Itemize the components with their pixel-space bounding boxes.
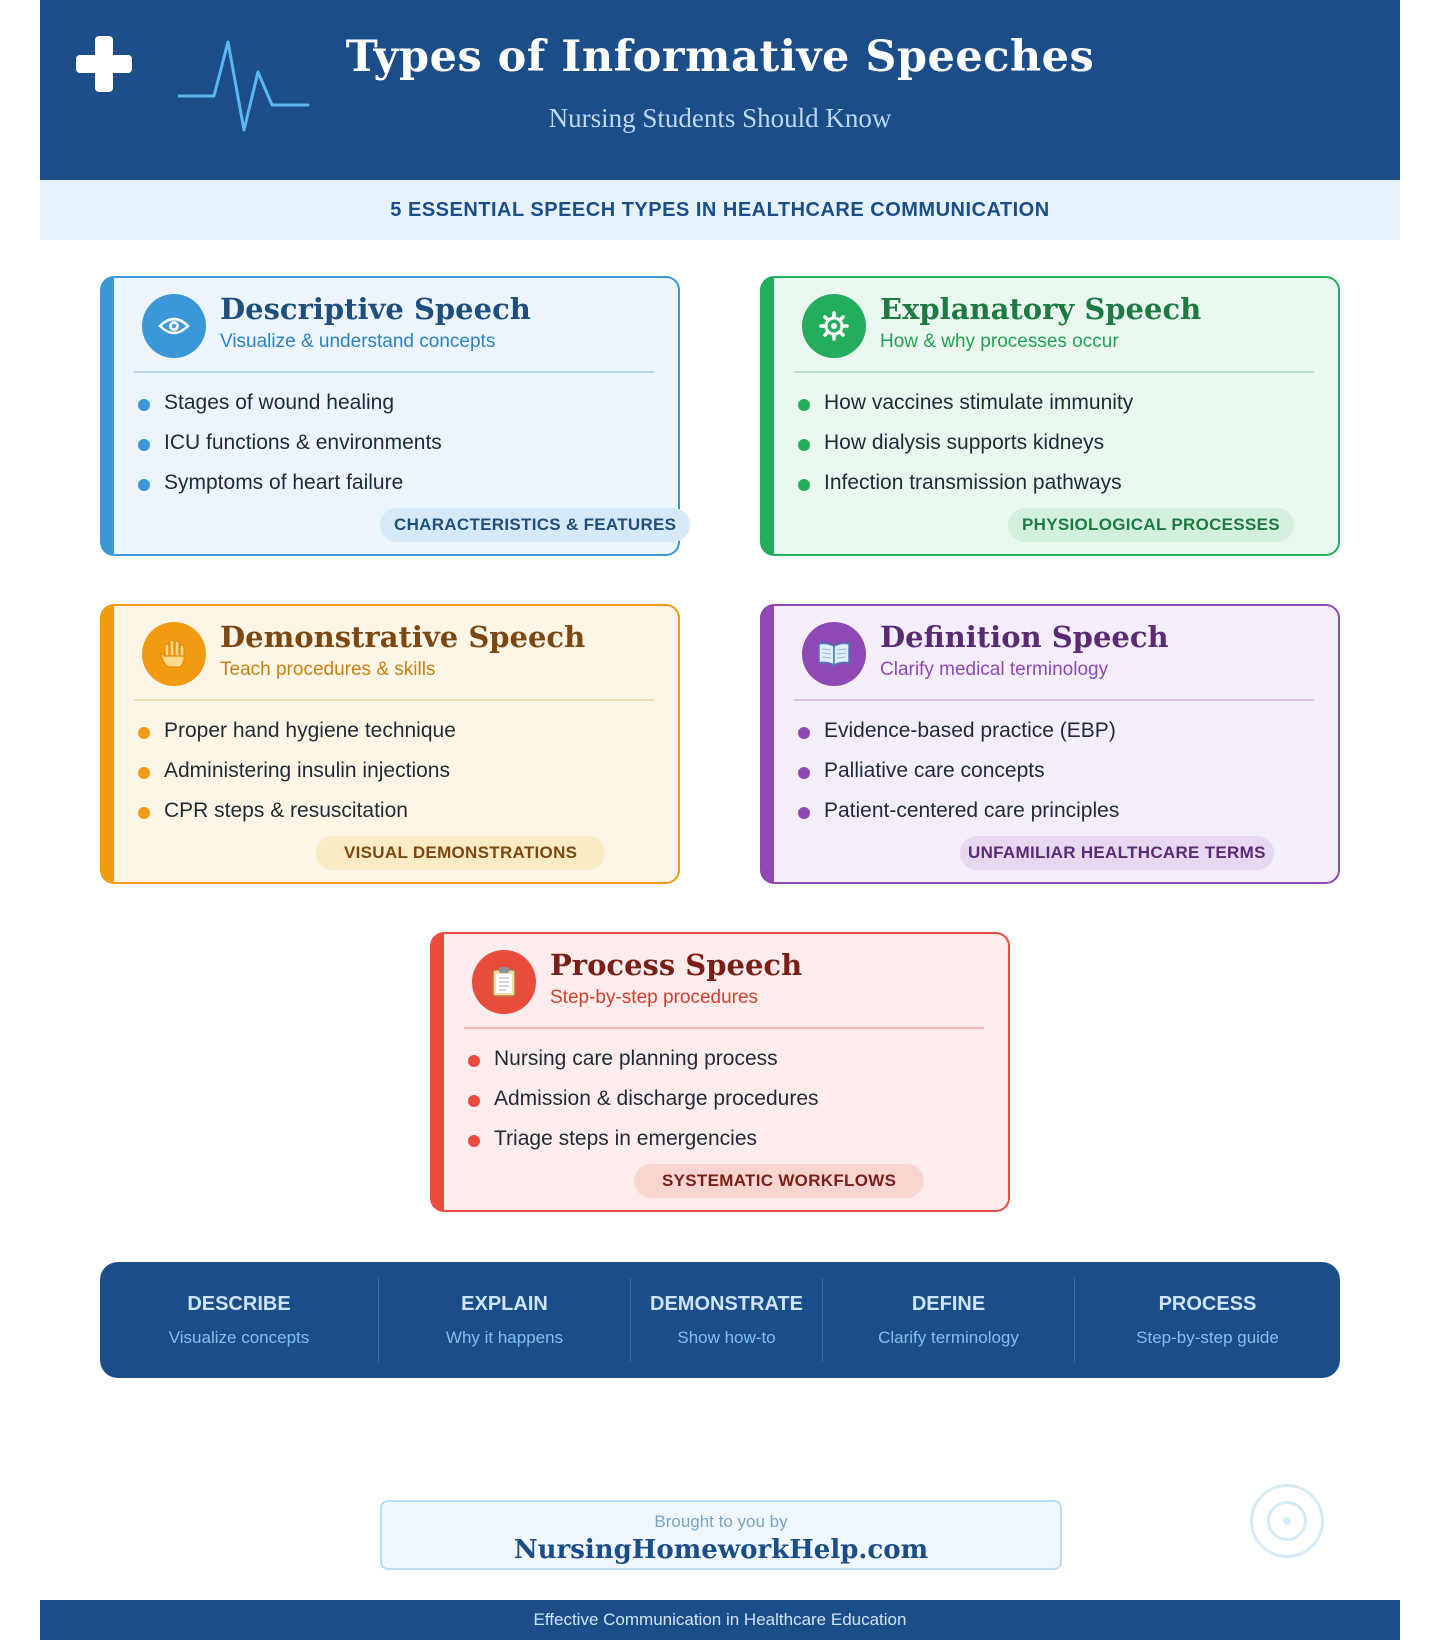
summary-label: PROCESS <box>1158 1292 1257 1315</box>
card-subtitle: Step-by-step procedures <box>550 987 759 1008</box>
card-list <box>466 1047 819 1167</box>
list-item-text: Stages of wound healing <box>164 391 395 414</box>
summary-desc: Show how-to <box>677 1327 776 1347</box>
card-divider <box>134 371 654 373</box>
list-item-text: ICU functions & environments <box>164 431 442 454</box>
card-title: Definition Speech <box>880 620 1169 654</box>
card-tag: PHYSIOLOGICAL PROCESSES <box>1008 508 1294 542</box>
list-item-text: Evidence-based practice (EBP) <box>824 719 1116 742</box>
list-item <box>796 471 1133 511</box>
list-item <box>466 1047 819 1087</box>
brand-name: NursingHomeworkHelp.com <box>513 1535 929 1565</box>
list-item <box>796 799 1119 839</box>
card-divider <box>794 371 1314 373</box>
card-subtitle: Visualize & understand concepts <box>220 331 496 352</box>
list-item <box>466 1127 819 1167</box>
card-definition-speech <box>760 604 1340 884</box>
card-subtitle: Clarify medical terminology <box>880 659 1109 680</box>
bullet-dot <box>798 479 810 491</box>
list-item-text: Patient-centered care principles <box>824 799 1120 822</box>
card-title: Explanatory Speech <box>880 292 1202 326</box>
card-explanatory-speech <box>760 276 1340 556</box>
card-subtitle: How & why processes occur <box>880 331 1119 352</box>
summary-desc: Clarify terminology <box>878 1327 1019 1347</box>
bullet-dot <box>138 439 150 451</box>
card-tag: SYSTEMATIC WORKFLOWS <box>634 1164 924 1198</box>
bullet-dot <box>798 439 810 451</box>
summary-label: EXPLAIN <box>461 1292 548 1315</box>
list-item <box>796 719 1119 759</box>
book-icon <box>802 622 866 686</box>
summary-desc: Visualize concepts <box>168 1327 310 1347</box>
list-item-text: Symptoms of heart failure <box>164 471 404 494</box>
card-list <box>136 391 442 511</box>
card-list <box>136 719 456 839</box>
card-tag: VISUAL DEMONSTRATIONS <box>316 836 605 870</box>
list-item-text: CPR steps & resuscitation <box>164 799 408 822</box>
summary-item-define <box>822 1278 1074 1362</box>
bullet-dot <box>798 767 810 779</box>
page-title: Types of Informative Speeches <box>345 32 1095 82</box>
gear-icon <box>802 294 866 358</box>
list-item <box>136 391 442 431</box>
list-item-text: Nursing care planning process <box>494 1047 778 1070</box>
eye-icon <box>142 294 206 358</box>
summary-desc: Step-by-step guide <box>1136 1327 1279 1347</box>
list-item-text: How dialysis supports kidneys <box>824 431 1105 454</box>
list-item <box>796 391 1133 431</box>
card-title: Process Speech <box>550 948 803 982</box>
card-title: Descriptive Speech <box>220 292 531 326</box>
list-item <box>136 471 442 511</box>
list-item <box>136 431 442 471</box>
list-item <box>136 719 456 759</box>
card-list <box>796 391 1133 511</box>
list-item <box>796 759 1119 799</box>
summary-item-explain <box>378 1278 630 1362</box>
list-item <box>466 1087 819 1127</box>
list-item-text: Administering insulin injections <box>164 759 450 782</box>
list-item-text: Infection transmission pathways <box>824 471 1122 494</box>
card-divider <box>464 1027 984 1029</box>
bullet-dot <box>138 727 150 739</box>
bullet-dot <box>468 1055 480 1067</box>
summary-label: DEFINE <box>911 1292 986 1315</box>
hand-icon <box>142 622 206 686</box>
card-process-speech <box>430 932 1010 1212</box>
bullet-dot <box>798 399 810 411</box>
page-subtitle: Nursing Students Should Know <box>548 103 892 133</box>
card-divider <box>794 699 1314 701</box>
infographic-page <box>40 0 1400 1640</box>
list-item <box>796 431 1133 471</box>
clipboard-icon <box>472 950 536 1014</box>
list-item-text: Admission & discharge procedures <box>494 1087 819 1110</box>
card-subtitle: Teach procedures & skills <box>220 659 436 680</box>
card-title: Demonstrative Speech <box>220 620 586 654</box>
summary-label: DEMONSTRATE <box>650 1292 803 1315</box>
card-tag: CHARACTERISTICS & FEATURES <box>380 508 690 542</box>
card-descriptive-speech <box>100 276 680 556</box>
bullet-dot <box>138 399 150 411</box>
bullet-dot <box>468 1135 480 1147</box>
card-demonstrative-speech <box>100 604 680 884</box>
brought-by-text: Brought to you by <box>654 1512 788 1531</box>
brand-box <box>380 1500 1062 1570</box>
section-banner: 5 ESSENTIAL SPEECH TYPES IN HEALTHCARE COMMUNICATION <box>40 180 1400 240</box>
card-tag: UNFAMILIAR HEALTHCARE TERMS <box>960 836 1274 870</box>
list-item <box>136 759 456 799</box>
list-item-text: How vaccines stimulate immunity <box>824 391 1134 414</box>
summary-item-process <box>1074 1278 1340 1362</box>
card-divider <box>134 699 654 701</box>
bullet-dot <box>138 767 150 779</box>
list-item <box>136 799 456 839</box>
summary-item-describe <box>100 1278 378 1362</box>
target-icon <box>1250 1484 1324 1558</box>
header <box>40 0 1400 180</box>
list-item-text: Palliative care concepts <box>824 759 1045 782</box>
summary-item-demonstrate <box>630 1278 822 1362</box>
list-item-text: Proper hand hygiene technique <box>164 719 456 742</box>
card-list <box>796 719 1119 839</box>
summary-bar <box>100 1262 1340 1378</box>
bullet-dot <box>798 807 810 819</box>
bullet-dot <box>798 727 810 739</box>
bullet-dot <box>138 807 150 819</box>
footer-tagline: Effective Communication in Healthcare Education <box>40 1600 1400 1640</box>
list-item-text: Triage steps in emergencies <box>494 1127 758 1150</box>
summary-label: DESCRIBE <box>187 1292 291 1315</box>
summary-desc: Why it happens <box>445 1327 564 1347</box>
bullet-dot <box>138 479 150 491</box>
bullet-dot <box>468 1095 480 1107</box>
